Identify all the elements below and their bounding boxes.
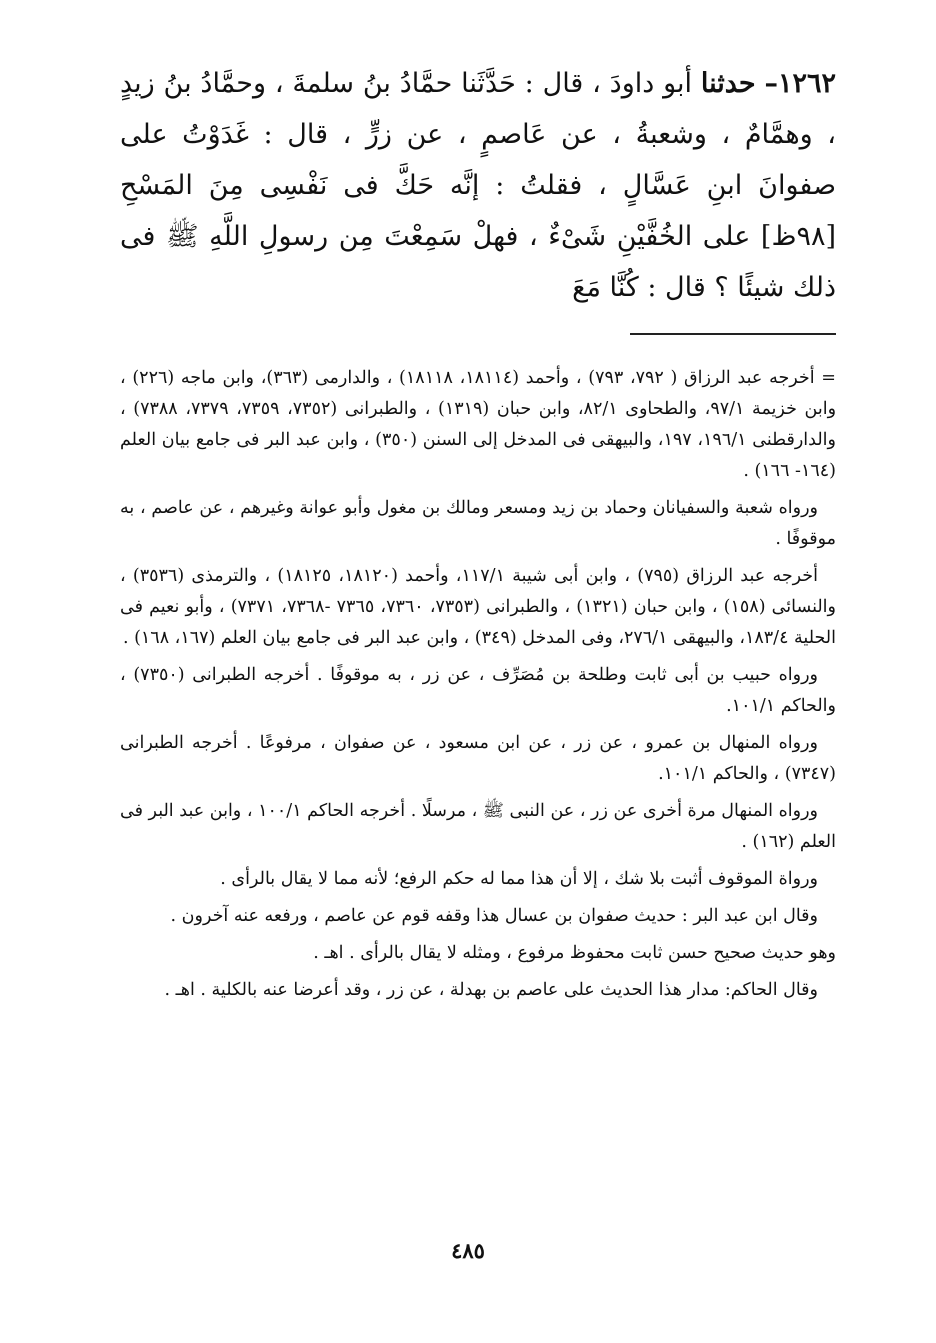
footnotes [120,363,836,1006]
footnote-paragraph: ورواه المنهال بن عمرو ، عن زر ، عن ابن مسعود ، عن صفوان ، مرفوعًا . أخرجه الطبرانى (٧٣٤٧) ، والحاكم ١٠١/١. [120,733,836,784]
footnote-paragraph: ورواه المنهال مرة أخرى عن زر ، عن النبى ﷺ ، مرسلًا . أخرجه الحاكم ١٠٠/١ ، وابن عبد البر فى العلم (١٦٢) . [120,801,836,852]
footnote-paragraph: = أخرجه عبد الرزاق ( ٧٩٢، ٧٩٣) ، وأحمد (١٨١١٤، ١٨١١٨) ، والدارمى (٣٦٣)، وابن ماجه (٢٢٦) ، وابن خزيمة ٩٧/١، والطحاوى ٨٢/١، وابن حبان (١٣١٩) ، والطبرانى (٧٣٥٢، ٧٣٥٩، ٧٣٧٩، ٧٣٨٨) ، والدارقطنى ١٩٦/١، ١٩٧، والبيهقى فى المدخل إلى السنن (٣٥٠) ، وابن عبد البر فى جامع بيان العلم (١٦٤- ١٦٦) . [120,368,837,481]
footnote-divider [630,333,836,335]
footnote-paragraph: وقال الحاكم: مدار هذا الحديث على عاصم بن بهدلة ، عن زر ، وقد أعرضا عنه بالكلية . اهـ . [164,980,818,1000]
hadith-number-dash: – [764,68,778,99]
footnote-paragraph: وهو حديث صحيح حسن ثابت محفوظ مرفوع ، ومثله لا يقال بالرأى . اهـ . [313,943,836,963]
footnote-paragraph: ورواه حبيب بن أبى ثابت وطلحة بن مُصَرِّف ، عن زر ، به موقوفًا . أخرجه الطبرانى (٧٣٥٠) ، والحاكم ١٠١/١. [120,665,836,716]
footnote-paragraph: ورواه شعبة والسفيانان وحماد بن زيد ومسعر ومالك بن مغول وأبو عوانة وغيرهم ، عن عاصم ، به موقوفًا . [120,498,836,549]
footnote-paragraph: ورواة الموقوف أثبت بلا شك ، إلا أن هذا مما له حكم الرفع؛ لأنه مما لا يقال بالرأى . [220,869,818,889]
footnote-paragraph: وقال ابن عبد البر : حديث صفوان بن عسال هذا وقفه قوم عن عاصم ، ورفعه عنه آخرون . [170,906,818,926]
page-number: ٤٨٥ [451,1238,485,1263]
hadith-text [120,58,836,313]
hadith-body: أبو داودَ ، قال : حَدَّثَنا حمَّادُ بنُ سلمةَ ، وحمَّادُ بنُ زيدٍ ، وهمَّامٌ ، وشعبةُ ، عن عَاصمٍ ، عن زرٍّ ، قال : غَدَوْتُ على صفوانَ ابنِ عَسَّالٍ ، فقلتُ : إنَّه حَكَّ فى نَفْسِى مِنَ المَسْحِ [٩٨ظ] على الخُفَّيْنِ شَىْءٌ ، فهلْ سَمِعْتَ مِن رسولِ اللَّهِ ﷺ فى ذلك شيئًا ؟ قال : كُنَّا مَعَ [120,68,836,303]
page-content [120,58,836,1012]
hadith-number: ١٢٦٢ [777,68,836,99]
hadith-lead-word: حدثنا [700,68,756,99]
footnote-paragraph: أخرجه عبد الرزاق (٧٩٥) ، وابن أبى شيبة ١١٧/١، وأحمد (١٨١٢٠، ١٨١٢٥) ، والترمذى (٣٥٣٦) ، والنسائى (١٥٨) ، وابن حبان (١٣٢١) ، والطبرانى (٧٣٥٣، ٧٣٦٠، ٧٣٦٥ -٧٣٦٨، ٧٣٧١) ، وأبو نعيم فى الحلية ١٨٣/٤، والبيهقى ٢٧٦/١، وفى المدخل (٣٤٩) ، وابن عبد البر فى جامع بيان العلم (١٦٧، ١٦٨) . [120,566,836,648]
